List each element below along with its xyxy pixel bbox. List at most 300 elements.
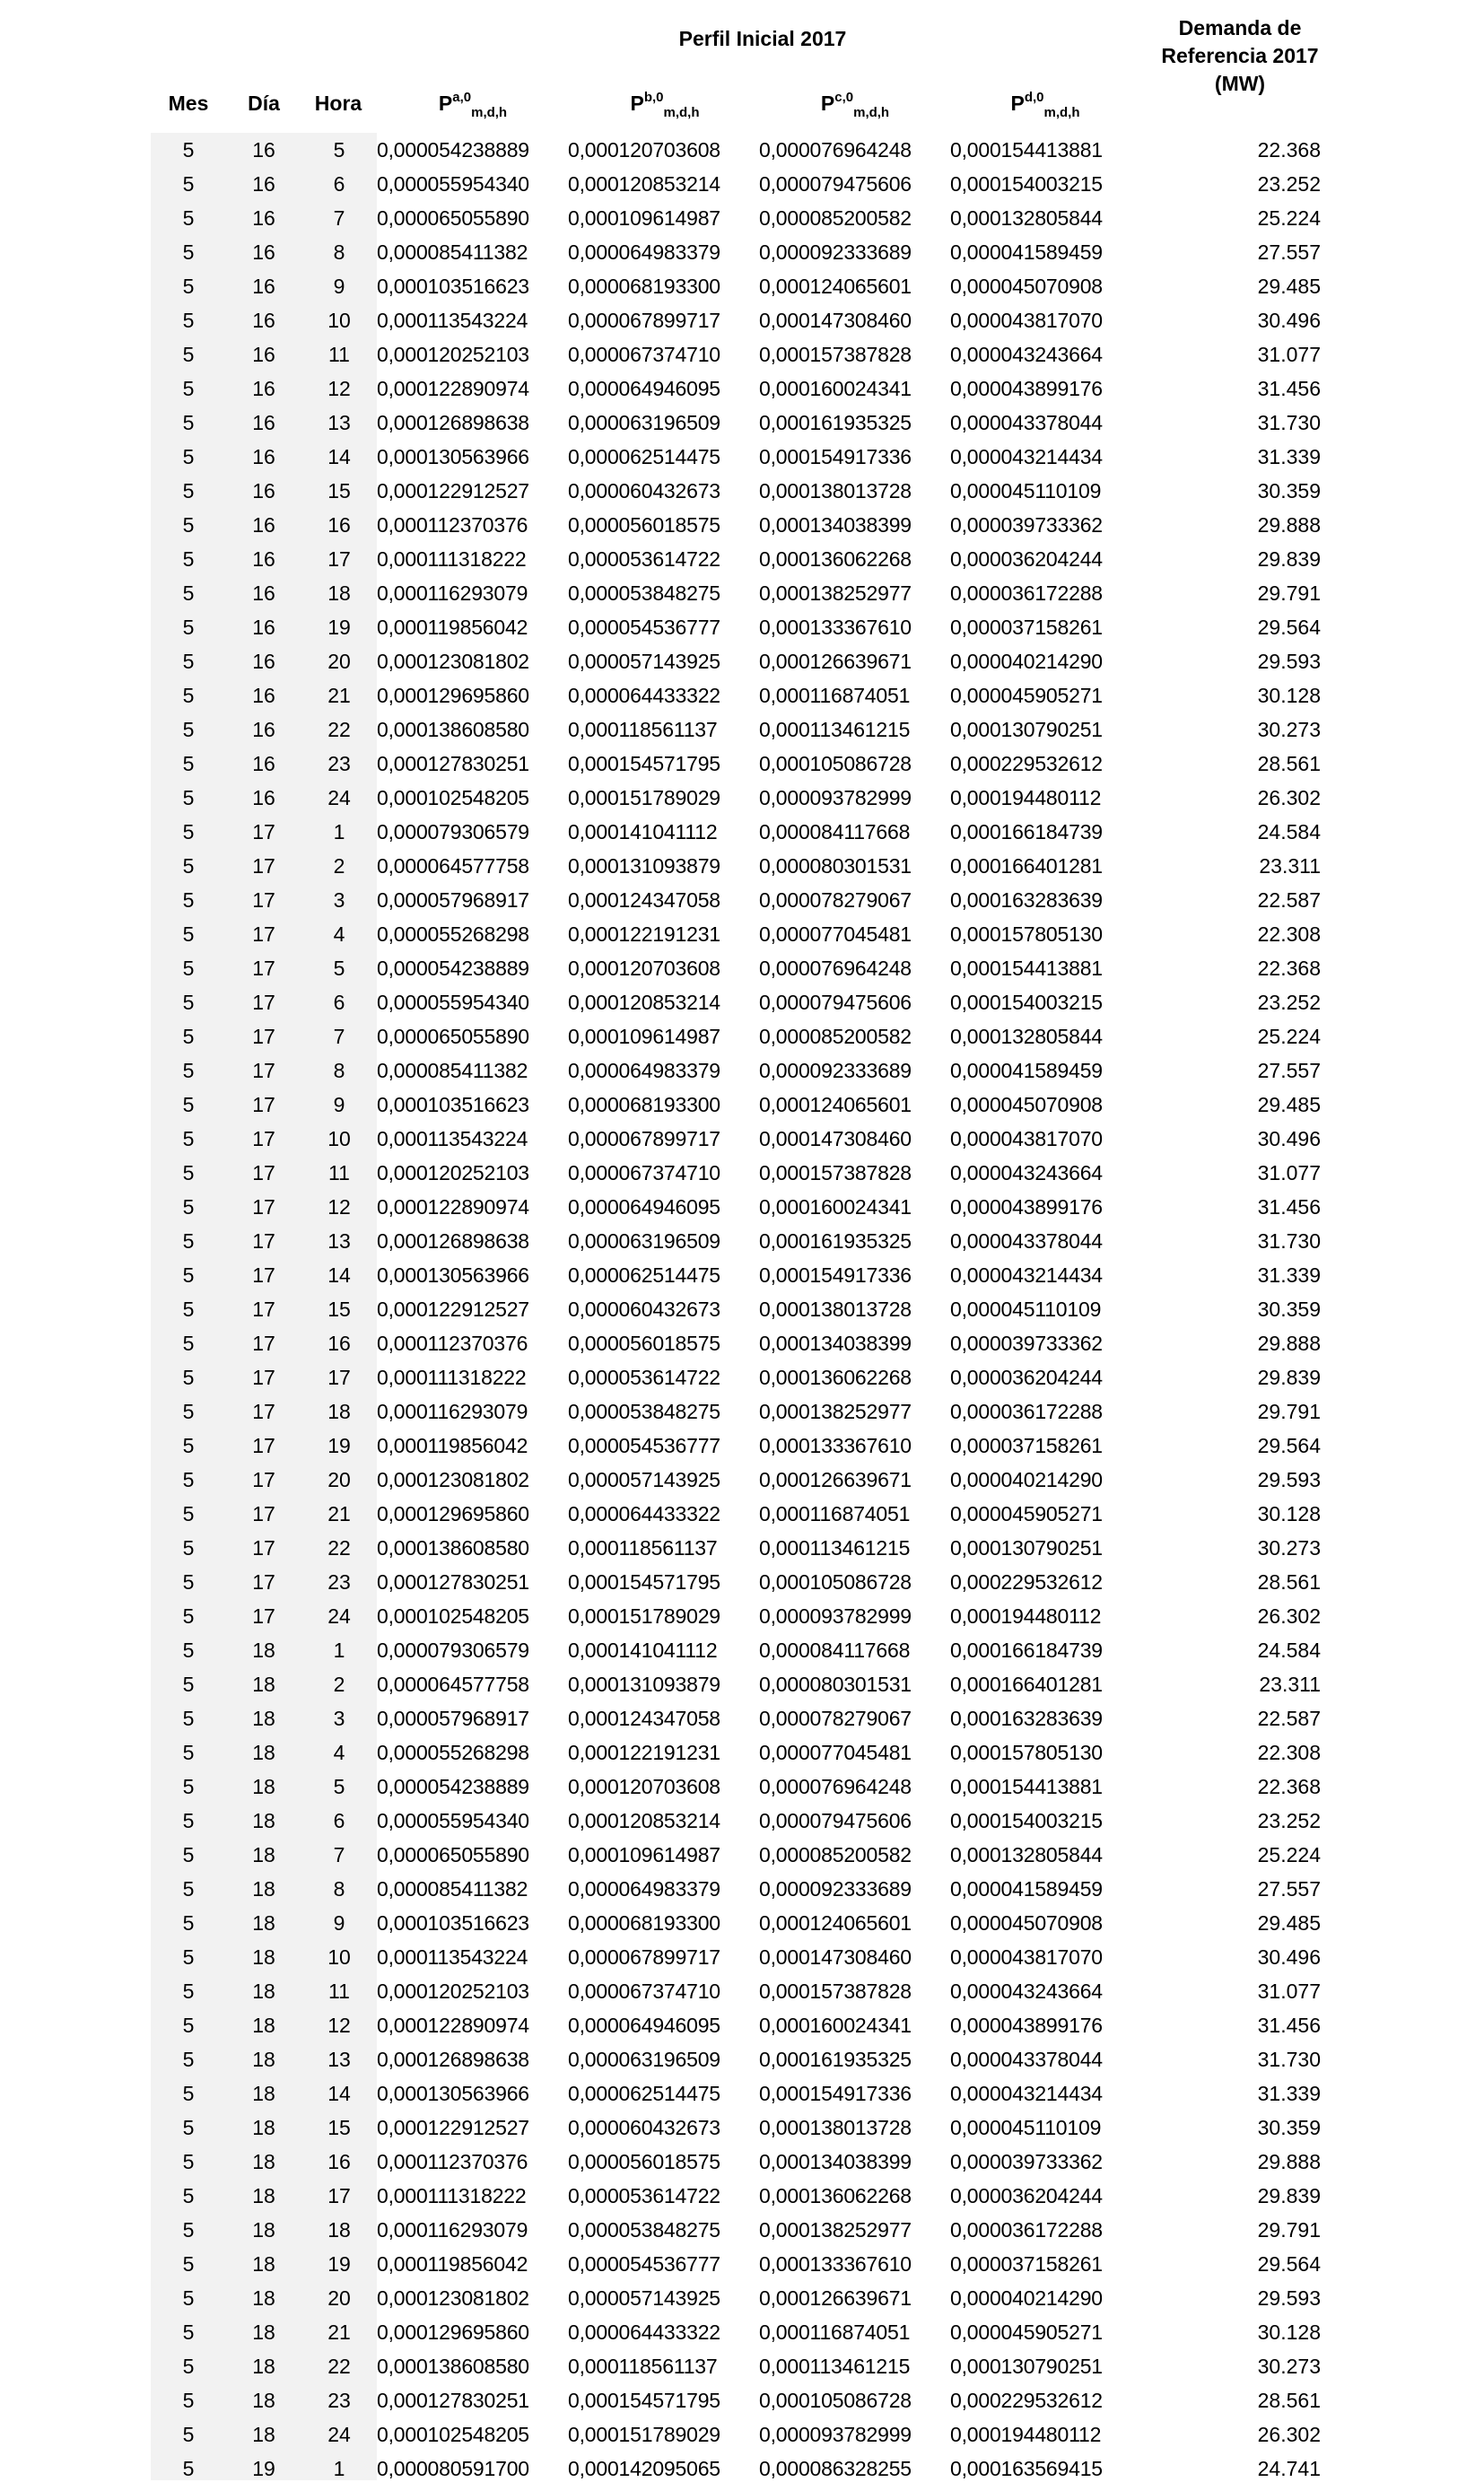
cell-demanda: 31.077: [1257, 1980, 1321, 2003]
cell-pd: 0,000037158261: [950, 1434, 1103, 1457]
demand-column-header: [1161, 14, 1318, 98]
cell-pa: 0,000102548205: [377, 1604, 529, 1628]
cell-demanda: 27.557: [1257, 240, 1321, 264]
cell-pd: 0,000036172288: [950, 1400, 1103, 1423]
cell-pd: 0,000037158261: [950, 2252, 1103, 2276]
cell-mes: 5: [182, 1263, 195, 1287]
cell-dia: 18: [252, 1673, 275, 1696]
cell-pd: 0,000041589459: [950, 1059, 1103, 1082]
cell-hora: 7: [333, 206, 345, 230]
cell-hora: 14: [327, 445, 351, 468]
cell-pa: 0,000055268298: [377, 1741, 529, 1764]
cell-demanda: 29.564: [1257, 1434, 1321, 1457]
cell-pc: 0,000076964248: [759, 1775, 912, 1798]
table-row: [151, 1531, 1321, 1565]
cell-pa: 0,000122912527: [377, 1298, 529, 1321]
cell-demanda: 26.302: [1257, 2423, 1321, 2446]
cell-pa: 0,000112370376: [377, 2150, 528, 2173]
cell-demanda: 28.561: [1257, 2389, 1321, 2412]
cell-demanda: 30.128: [1257, 684, 1321, 707]
cell-demanda: 29.593: [1257, 2286, 1321, 2310]
cell-pb: 0,000057143925: [568, 650, 720, 673]
header-hora: Hora: [314, 92, 362, 115]
cell-hora: 16: [327, 1332, 351, 1355]
table-row: [151, 2247, 1321, 2281]
cell-pd: 0,000041589459: [950, 1877, 1103, 1901]
cell-hora: 21: [327, 684, 351, 707]
cell-hora: 19: [327, 616, 351, 639]
cell-dia: 18: [252, 2014, 275, 2037]
cell-pc: 0,000126639671: [759, 650, 912, 673]
cell-pb: 0,000062514475: [568, 445, 720, 468]
cell-pb: 0,000053848275: [568, 2218, 720, 2242]
cell-pa: 0,000122890974: [377, 1195, 529, 1219]
cell-dia: 16: [252, 275, 275, 298]
cell-mes: 5: [182, 922, 195, 946]
cell-pd: 0,000166184739: [950, 820, 1103, 843]
cell-pa: 0,000119856042: [377, 1434, 528, 1457]
cell-mes: 5: [182, 1161, 195, 1184]
table-row: [151, 883, 1321, 917]
cell-mes: 5: [182, 1468, 195, 1491]
data-table: [151, 133, 1321, 2486]
cell-mes: 5: [182, 1945, 195, 1969]
cell-pa: 0,000138608580: [377, 2355, 529, 2378]
table-row: [151, 1633, 1321, 1667]
cell-demanda: 24.584: [1257, 1639, 1321, 1662]
cell-pa: 0,000116293079: [377, 581, 528, 605]
cell-pa: 0,000120252103: [377, 343, 529, 366]
cell-dia: 17: [252, 922, 275, 946]
cell-pd: 0,000043817070: [950, 1127, 1103, 1150]
cell-pc: 0,000161935325: [759, 1229, 912, 1253]
cell-hora: 17: [327, 547, 351, 571]
cell-pa: 0,000085411382: [377, 1877, 528, 1901]
table-row: [151, 2008, 1321, 2042]
cell-pa: 0,000119856042: [377, 2252, 528, 2276]
cell-demanda: 31.077: [1257, 1161, 1321, 1184]
cell-mes: 5: [182, 1366, 195, 1389]
cell-demanda: 29.593: [1257, 650, 1321, 673]
cell-dia: 16: [252, 411, 275, 434]
cell-demanda: 22.368: [1257, 957, 1321, 980]
header-dia: Día: [248, 92, 280, 115]
table-row: [151, 2179, 1321, 2213]
cell-pd: 0,000036172288: [950, 2218, 1103, 2242]
cell-pc: 0,000126639671: [759, 2286, 912, 2310]
cell-pc: 0,000105086728: [759, 2389, 912, 2412]
cell-pd: 0,000039733362: [950, 2150, 1103, 2173]
cell-pb: 0,000120703608: [568, 138, 720, 162]
cell-dia: 18: [252, 2116, 275, 2139]
cell-mes: 5: [182, 275, 195, 298]
cell-pb: 0,000067899717: [568, 1945, 720, 1969]
cell-pa: 0,000102548205: [377, 2423, 529, 2446]
cell-mes: 5: [182, 2048, 195, 2071]
demand-header-line1: Demanda de: [1178, 16, 1302, 39]
cell-pd: 0,000132805844: [950, 206, 1103, 230]
cell-dia: 17: [252, 1468, 275, 1491]
cell-pc: 0,000085200582: [759, 1025, 912, 1048]
cell-dia: 17: [252, 1229, 275, 1253]
cell-pa: 0,000054238889: [377, 1775, 529, 1798]
cell-hora: 5: [333, 138, 345, 162]
table-row: [151, 1258, 1321, 1292]
cell-pb: 0,000067374710: [568, 1161, 720, 1184]
cell-pd: 0,000043817070: [950, 1945, 1103, 1969]
cell-pd: 0,000043378044: [950, 2048, 1103, 2071]
cell-pb: 0,000057143925: [568, 2286, 720, 2310]
cell-hora: 15: [327, 1298, 351, 1321]
cell-hora: 24: [327, 2423, 351, 2446]
cell-mes: 5: [182, 888, 195, 912]
cell-pb: 0,000063196509: [568, 411, 720, 434]
table-row: [151, 917, 1321, 951]
cell-demanda: 29.791: [1257, 581, 1321, 605]
table-row: [151, 1122, 1321, 1156]
table-row: [151, 2452, 1321, 2486]
cell-dia: 16: [252, 138, 275, 162]
cell-pb: 0,000064983379: [568, 1877, 720, 1901]
cell-pc: 0,000084117668: [759, 1639, 911, 1662]
cell-hora: 5: [333, 1775, 345, 1798]
cell-pc: 0,000138252977: [759, 1400, 912, 1423]
cell-hora: 20: [327, 1468, 351, 1491]
cell-pd: 0,000043243664: [950, 1980, 1103, 2003]
cell-pb: 0,000064946095: [568, 2014, 720, 2037]
cell-pd: 0,000045110109: [950, 1298, 1102, 1321]
table-row: [151, 474, 1321, 508]
cell-pa: 0,000127830251: [377, 1570, 529, 1594]
table-row: [151, 337, 1321, 371]
cell-pb: 0,000120703608: [568, 957, 720, 980]
cell-mes: 5: [182, 854, 195, 878]
cell-demanda: 22.368: [1257, 1775, 1321, 1798]
table-row: [151, 2042, 1321, 2076]
cell-pa: 0,000122912527: [377, 479, 529, 503]
cell-pb: 0,000053848275: [568, 581, 720, 605]
cell-pa: 0,000085411382: [377, 1059, 528, 1082]
cell-mes: 5: [182, 1195, 195, 1219]
cell-hora: 23: [327, 752, 351, 775]
cell-pa: 0,000119856042: [377, 616, 528, 639]
cell-hora: 18: [327, 2218, 351, 2242]
cell-pd: 0,000045070908: [950, 1911, 1103, 1935]
cell-pb: 0,000141041112: [568, 820, 718, 843]
cell-pc: 0,000154917336: [759, 2082, 912, 2105]
cell-pb: 0,000064433322: [568, 1502, 720, 1525]
cell-hora: 23: [327, 1570, 351, 1594]
cell-demanda: 29.791: [1257, 2218, 1321, 2242]
cell-pc: 0,000077045481: [759, 1741, 912, 1764]
cell-dia: 18: [252, 2321, 275, 2344]
cell-pa: 0,000065055890: [377, 1843, 529, 1866]
cell-pb: 0,000154571795: [568, 752, 720, 775]
cell-dia: 17: [252, 1025, 275, 1048]
cell-dia: 17: [252, 1059, 275, 1082]
cell-hora: 1: [333, 820, 345, 843]
cell-hora: 9: [333, 1093, 345, 1116]
cell-pb: 0,000131093879: [568, 1673, 720, 1696]
cell-pc: 0,000113461215: [759, 1536, 911, 1560]
cell-pc: 0,000133367610: [759, 616, 912, 639]
cell-pc: 0,000160024341: [759, 1195, 912, 1219]
cell-dia: 18: [252, 2184, 275, 2207]
cell-mes: 5: [182, 1604, 195, 1628]
cell-mes: 5: [182, 240, 195, 264]
cell-pd: 0,000229532612: [950, 752, 1103, 775]
cell-dia: 16: [252, 240, 275, 264]
cell-hora: 22: [327, 1536, 351, 1560]
cell-demanda: 26.302: [1257, 786, 1321, 809]
cell-demanda: 31.730: [1257, 411, 1321, 434]
cell-dia: 17: [252, 1434, 275, 1457]
cell-pb: 0,000118561137: [568, 2355, 718, 2378]
cell-pd: 0,000039733362: [950, 1332, 1103, 1355]
cell-hora: 16: [327, 2150, 351, 2173]
table-row: [151, 542, 1321, 576]
cell-dia: 18: [252, 1741, 275, 1764]
cell-pd: 0,000045905271: [950, 684, 1103, 707]
cell-mes: 5: [182, 1400, 195, 1423]
cell-hora: 7: [333, 1843, 345, 1866]
cell-pd: 0,000154413881: [950, 1775, 1103, 1798]
cell-dia: 17: [252, 888, 275, 912]
cell-pa: 0,000111318222: [377, 1366, 527, 1389]
cell-demanda: 31.339: [1257, 1263, 1321, 1287]
cell-pa: 0,000129695860: [377, 684, 529, 707]
cell-mes: 5: [182, 1502, 195, 1525]
cell-pa: 0,000138608580: [377, 1536, 529, 1560]
table-row: [151, 1872, 1321, 1906]
cell-hora: 6: [333, 172, 345, 196]
cell-pa: 0,000055268298: [377, 922, 529, 946]
cell-dia: 16: [252, 684, 275, 707]
cell-pc: 0,000136062268: [759, 1366, 912, 1389]
table-row: [151, 1735, 1321, 1770]
cell-pc: 0,000138252977: [759, 2218, 912, 2242]
cell-pb: 0,000064983379: [568, 240, 720, 264]
cell-pd: 0,000154413881: [950, 957, 1103, 980]
cell-demanda: 28.561: [1257, 752, 1321, 775]
cell-mes: 5: [182, 2252, 195, 2276]
cell-pb: 0,000151789029: [568, 1604, 720, 1628]
table-row: [151, 678, 1321, 712]
cell-pa: 0,000080591700: [377, 2457, 529, 2480]
cell-pb: 0,000053614722: [568, 2184, 720, 2207]
cell-pd: 0,000043243664: [950, 343, 1103, 366]
cell-demanda: 29.839: [1257, 547, 1321, 571]
cell-dia: 18: [252, 2423, 275, 2446]
table-row: [151, 849, 1321, 883]
cell-pb: 0,000154571795: [568, 1570, 720, 1594]
cell-pa: 0,000079306579: [377, 1639, 529, 1662]
cell-pa: 0,000065055890: [377, 206, 529, 230]
cell-mes: 5: [182, 2218, 195, 2242]
cell-demanda: 30.273: [1257, 718, 1321, 741]
cell-pc: 0,000086328255: [759, 2457, 912, 2480]
header-pb: P$^{b,0}_{m,d,h}$: [630, 90, 700, 120]
cell-dia: 16: [252, 445, 275, 468]
cell-mes: 5: [182, 2150, 195, 2173]
cell-pa: 0,000126898638: [377, 2048, 529, 2071]
cell-dia: 18: [252, 2355, 275, 2378]
cell-pa: 0,000055954340: [377, 172, 529, 196]
cell-pb: 0,000064983379: [568, 1059, 720, 1082]
cell-dia: 16: [252, 479, 275, 503]
cell-demanda: 30.359: [1257, 2116, 1321, 2139]
table-row: [151, 1667, 1321, 1701]
cell-pb: 0,000053848275: [568, 1400, 720, 1423]
table-row: [151, 167, 1321, 201]
cell-pa: 0,000120252103: [377, 1161, 529, 1184]
cell-pb: 0,000064433322: [568, 2321, 720, 2344]
cell-pb: 0,000131093879: [568, 854, 720, 878]
cell-pa: 0,000123081802: [377, 650, 529, 673]
cell-pc: 0,000157387828: [759, 343, 912, 366]
cell-dia: 17: [252, 1195, 275, 1219]
cell-pd: 0,000043214434: [950, 445, 1103, 468]
table-row: [151, 2145, 1321, 2179]
cell-mes: 5: [182, 2014, 195, 2037]
cell-pa: 0,000055954340: [377, 991, 529, 1014]
cell-pb: 0,000122191231: [568, 922, 720, 946]
cell-hora: 13: [327, 1229, 351, 1253]
cell-pb: 0,000120853214: [568, 991, 720, 1014]
cell-pd: 0,000130790251: [950, 2355, 1103, 2378]
cell-pa: 0,000127830251: [377, 2389, 529, 2412]
cell-pa: 0,000122890974: [377, 377, 529, 400]
cell-pb: 0,000068193300: [568, 1911, 720, 1935]
cell-demanda: 22.587: [1257, 888, 1321, 912]
cell-pc: 0,000154917336: [759, 1263, 912, 1287]
cell-pd: 0,000163283639: [950, 1707, 1103, 1730]
cell-pc: 0,000079475606: [759, 991, 912, 1014]
cell-pc: 0,000160024341: [759, 377, 912, 400]
cell-demanda: 30.273: [1257, 1536, 1321, 1560]
cell-pa: 0,000130563966: [377, 2082, 529, 2105]
cell-demanda: 31.456: [1257, 1195, 1321, 1219]
table-row: [151, 1088, 1321, 1122]
table-row: [151, 1019, 1321, 1053]
table-row: [151, 712, 1321, 747]
table-row: [151, 2349, 1321, 2383]
cell-pd: 0,000040214290: [950, 650, 1103, 673]
cell-pd: 0,000036204244: [950, 1366, 1103, 1389]
cell-pc: 0,000124065601: [759, 275, 912, 298]
cell-pc: 0,000080301531: [759, 1673, 912, 1696]
cell-mes: 5: [182, 343, 195, 366]
cell-pc: 0,000076964248: [759, 138, 912, 162]
cell-hora: 23: [327, 2389, 351, 2412]
cell-dia: 17: [252, 1093, 275, 1116]
cell-hora: 10: [327, 1945, 351, 1969]
cell-mes: 5: [182, 1673, 195, 1696]
cell-dia: 17: [252, 1536, 275, 1560]
cell-pc: 0,000116874051: [759, 1502, 911, 1525]
cell-pc: 0,000133367610: [759, 2252, 912, 2276]
table-row: [151, 440, 1321, 474]
cell-pb: 0,000109614987: [568, 1843, 720, 1866]
cell-pc: 0,000093782999: [759, 786, 912, 809]
cell-mes: 5: [182, 1639, 195, 1662]
cell-pa: 0,000127830251: [377, 752, 529, 775]
table-row: [151, 2315, 1321, 2349]
cell-demanda: 31.456: [1257, 2014, 1321, 2037]
table-row: [151, 201, 1321, 235]
cell-pd: 0,000157805130: [950, 1741, 1103, 1764]
cell-pd: 0,000194480112: [950, 786, 1102, 809]
cell-mes: 5: [182, 1127, 195, 1150]
cell-hora: 17: [327, 1366, 351, 1389]
cell-demanda: 22.308: [1257, 1741, 1321, 1764]
header-mes: Mes: [168, 92, 209, 115]
cell-pa: 0,000057968917: [377, 1707, 529, 1730]
cell-hora: 15: [327, 479, 351, 503]
cell-demanda: 25.224: [1257, 1843, 1321, 1866]
cell-mes: 5: [182, 377, 195, 400]
cell-pa: 0,000120252103: [377, 1980, 529, 2003]
cell-pa: 0,000113543224: [377, 309, 528, 332]
cell-pb: 0,000063196509: [568, 1229, 720, 1253]
cell-pc: 0,000126639671: [759, 1468, 912, 1491]
cell-pc: 0,000080301531: [759, 854, 912, 878]
cell-demanda: 31.730: [1257, 1229, 1321, 1253]
cell-mes: 5: [182, 1809, 195, 1832]
cell-hora: 21: [327, 2321, 351, 2344]
cell-mes: 5: [182, 581, 195, 605]
cell-mes: 5: [182, 752, 195, 775]
cell-pd: 0,000039733362: [950, 513, 1103, 537]
cell-dia: 16: [252, 343, 275, 366]
cell-pd: 0,000166184739: [950, 1639, 1103, 1662]
cell-pa: 0,000130563966: [377, 445, 529, 468]
table-row: [151, 1940, 1321, 1974]
cell-pb: 0,000056018575: [568, 1332, 720, 1355]
header-pc: P$^{c,0}_{m,d,h}$: [820, 90, 890, 120]
cell-pb: 0,000064946095: [568, 377, 720, 400]
cell-pd: 0,000132805844: [950, 1025, 1103, 1048]
cell-pb: 0,000118561137: [568, 1536, 718, 1560]
cell-hora: 24: [327, 786, 351, 809]
cell-pc: 0,000078279067: [759, 888, 912, 912]
cell-pb: 0,000068193300: [568, 1093, 720, 1116]
cell-dia: 16: [252, 650, 275, 673]
cell-mes: 5: [182, 1911, 195, 1935]
demand-header-line2: Referencia 2017: [1161, 44, 1319, 68]
cell-pa: 0,000054238889: [377, 138, 529, 162]
cell-pd: 0,000043899176: [950, 377, 1103, 400]
cell-mes: 5: [182, 2082, 195, 2105]
cell-pc: 0,000113461215: [759, 718, 911, 741]
cell-pa: 0,000064577758: [377, 1673, 529, 1696]
table-row: [151, 747, 1321, 781]
table-row: [151, 2281, 1321, 2315]
table-row: [151, 1190, 1321, 1224]
cell-pa: 0,000116293079: [377, 1400, 528, 1423]
cell-pc: 0,000154917336: [759, 445, 912, 468]
cell-hora: 11: [328, 343, 350, 366]
cell-pd: 0,000130790251: [950, 1536, 1103, 1560]
cell-pc: 0,000138252977: [759, 581, 912, 605]
cell-dia: 16: [252, 616, 275, 639]
table-row: [151, 1497, 1321, 1531]
cell-pb: 0,000120703608: [568, 1775, 720, 1798]
cell-pb: 0,000060432673: [568, 1298, 720, 1321]
cell-dia: 16: [252, 513, 275, 537]
cell-pb: 0,000124347058: [568, 1707, 720, 1730]
cell-pb: 0,000060432673: [568, 2116, 720, 2139]
